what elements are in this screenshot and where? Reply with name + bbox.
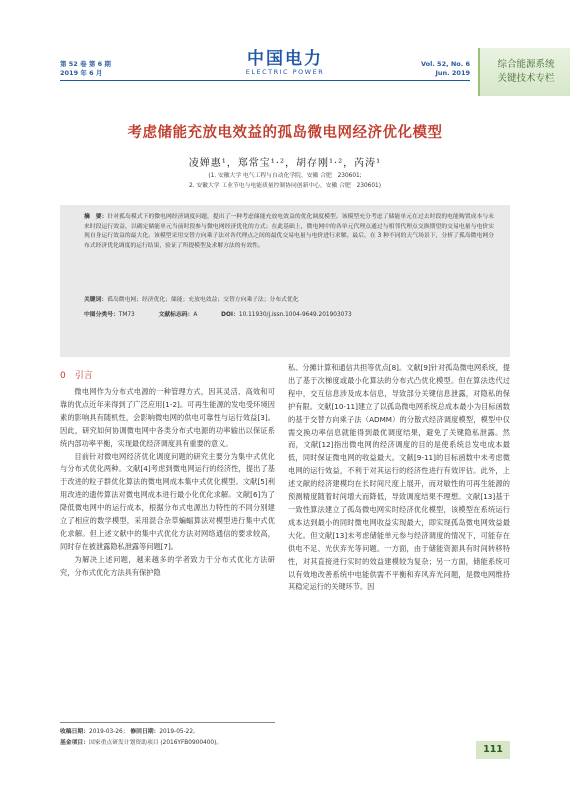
topic-column-badge — [478, 48, 570, 96]
header-rule — [60, 80, 470, 81]
fund-text: 国家重点研发计划资助项目 (2016YFB0900400)。 — [89, 739, 223, 746]
right-column — [288, 362, 510, 594]
received-label: 收稿日期： — [60, 729, 89, 735]
volume-issue-cn: 第 52 卷 第 6 期 — [60, 60, 111, 68]
doc-code-value: A — [193, 312, 198, 318]
clc-label: 中图分类号： — [84, 312, 119, 318]
paragraph: 微电网作为分布式电源的一种管理方式，因其灵活、高效和可靠的优点近年来得到了广泛应用[1-2]。可再生能源的发电受环境因素的影响具有随机性，会影响微电网的供电可靠性与运行效益[3]。因此，研究如何协调微电网中各类分布式电源的功率输出以保证系统内部功率平衡，实现最优经济调度具有重要的意义。 — [60, 387, 275, 448]
journal-name-en: ELECTRIC POWER — [245, 68, 325, 76]
abstract — [84, 213, 494, 251]
keywords — [84, 296, 494, 305]
paragraph: 为解决上述问题，越来越多的学者致力于分布式优化方法研究，分布式优化方法具有保护隐 — [60, 554, 275, 577]
issue-date-cn: 2019 年 6 月 — [60, 69, 103, 77]
clc-value: TM73 — [118, 312, 135, 318]
page-number: 111 — [476, 741, 510, 759]
affiliations — [0, 172, 570, 191]
revised-date: 2019-05-22。 — [159, 729, 199, 735]
revised-label: 修回日期： — [130, 729, 160, 735]
paragraph: 目前针对微电网经济优化调度问题的研究主要分为集中式优化与分布式优化两种。文献[4]考虑到微电网运行的经济性，提出了基于改进的粒子群优化算法的微电网成本集中式优化模型。文献[5]利用改进的遗传算法对微电网成本进行最小化优化求解。文献[6]为了降低微电网中的运行成本，根据分布式电源出力特性的不同分别建立了相应的数学模型，采用混合杂草蝙蝠算法对模型进行集中式优化求解。但上述文献中的集中式优化方法对网络通信的要求较高，同时存在被泄露隐私泄露等问题[7]。 — [60, 451, 275, 551]
section-heading-intro: 0 引言 — [60, 371, 93, 381]
affiliation-2: 2. 安徽大学 工业节电与电能质量控制协同创新中心，安徽 合肥 230601) — [189, 182, 381, 189]
topic-line-2: 关键技术专栏 — [497, 73, 555, 84]
left-column — [60, 386, 275, 580]
paper-title: 考虑储能充放电效益的孤岛微电网经济优化模型 — [127, 124, 443, 141]
affiliation-1: (1. 安徽大学 电气工程与自动化学院，安徽 合肥 230601; — [208, 173, 362, 179]
classification-line — [84, 311, 494, 320]
paper-authors: 凌婵惠¹，郑常宝¹·²，胡存刚¹·²，芮涛¹ — [188, 158, 382, 169]
received-date: 2019-03-26 — [89, 729, 123, 735]
doi-value: 10.11930/j.issn.1004-9649.201903073 — [238, 312, 352, 318]
issue-date-en: Jun. 2019 — [435, 69, 470, 77]
paragraph: 私、分摊计算和通信共担等优点[8]。文献[9]针对孤岛微电网系统，提出了基于次梯度或最小化算法的分布式凸优化模型。但在算法迭代过程中，交互信息涉及成本信息，导致部分关键信息泄露，对隐私的保护有限。文献[10-11]建立了以孤岛微电网系统总成本最小为目标函数的基于交替方向乘子法（ADMM）的分散式经济调度模型，模型中仅需交换功率信息就能得到最优调度结果，避免了关键隐私泄露。然而，文献[12]指出微电网的经济调度的目的是使系统总发电成本最低，同时保证微电网的收益最大。文献[9-11]的目标函数中未考虑微电网的运行效益，不利于对其运行的经济性进行有效评估。此外，上述文献的经济建模均在长时间尺度上展开，而对敏性的可再生能源的预测精度随着时间增大而降低，导致调度结果不理想。文献[13]基于一致性算法建立了孤岛微电网实时经济优化模型，该模型在系统运行成本达到最小的同时微电网收益实现最大，即实现孤岛微电网效益最大化。但文献[13]未考虑储能单元参与经济调度的情况下，可能存在供电不足、光伏弃光等问题。一方面，由于储能资源具有时间转移特性，对其直接进行实时的效益建模较为复杂；另一方面，储能系统可以有效地改善系统中电能供需不平衡和弃风弃光问题，是微电网维持其稳定运行的关键环节。因 — [288, 363, 510, 592]
doi-label: DOI： — [221, 312, 239, 318]
footnote-rule — [60, 722, 275, 723]
abstract-label: 摘 要： — [84, 214, 108, 220]
journal-name-cn: 中国电力 — [247, 49, 323, 69]
doc-code-label: 文献标志码： — [158, 312, 194, 318]
abstract-text: 针对孤岛模式下的微电网经济调度问题，提出了一种考虑储能充放电效益的优化调度模型。该模型充分考虑了储能单元在过去时段的电能购置成本与未来时段运行效益，以确定储能单元当前时段参与微电网经济优化的方式；在此基础上，微电网中的各单元代理点通过与相邻代理点交换期望的交易电量与电价实现自身运行效益的最大化。该模型采用交替方向乘子法对各代理点之间的最优交易电量与电价进行求解。最后，在 3 种不同的天气场景下，分析了孤岛微电网分布式经济优化调度的运行结果，验证了所提模型及求解方法的有效性。 — [84, 214, 494, 249]
topic-line-1: 综合能源系统 — [497, 59, 555, 70]
keywords-text: 孤岛微电网；经济优化；储能；充放电效益；交替方向乘子法；分布式优化 — [107, 297, 299, 303]
fund-label: 基金项目： — [60, 739, 89, 746]
journal-volume-en — [410, 60, 470, 78]
keywords-label: 关键词： — [84, 297, 108, 303]
volume-issue-en: Vol. 52, No. 6 — [420, 60, 470, 68]
footnote: 收稿日期：2019-03-26； 修回日期：2019-05-22。 基金项目：国家重点研发计划资助项目 (2016YFB0900400)。 — [60, 729, 223, 746]
